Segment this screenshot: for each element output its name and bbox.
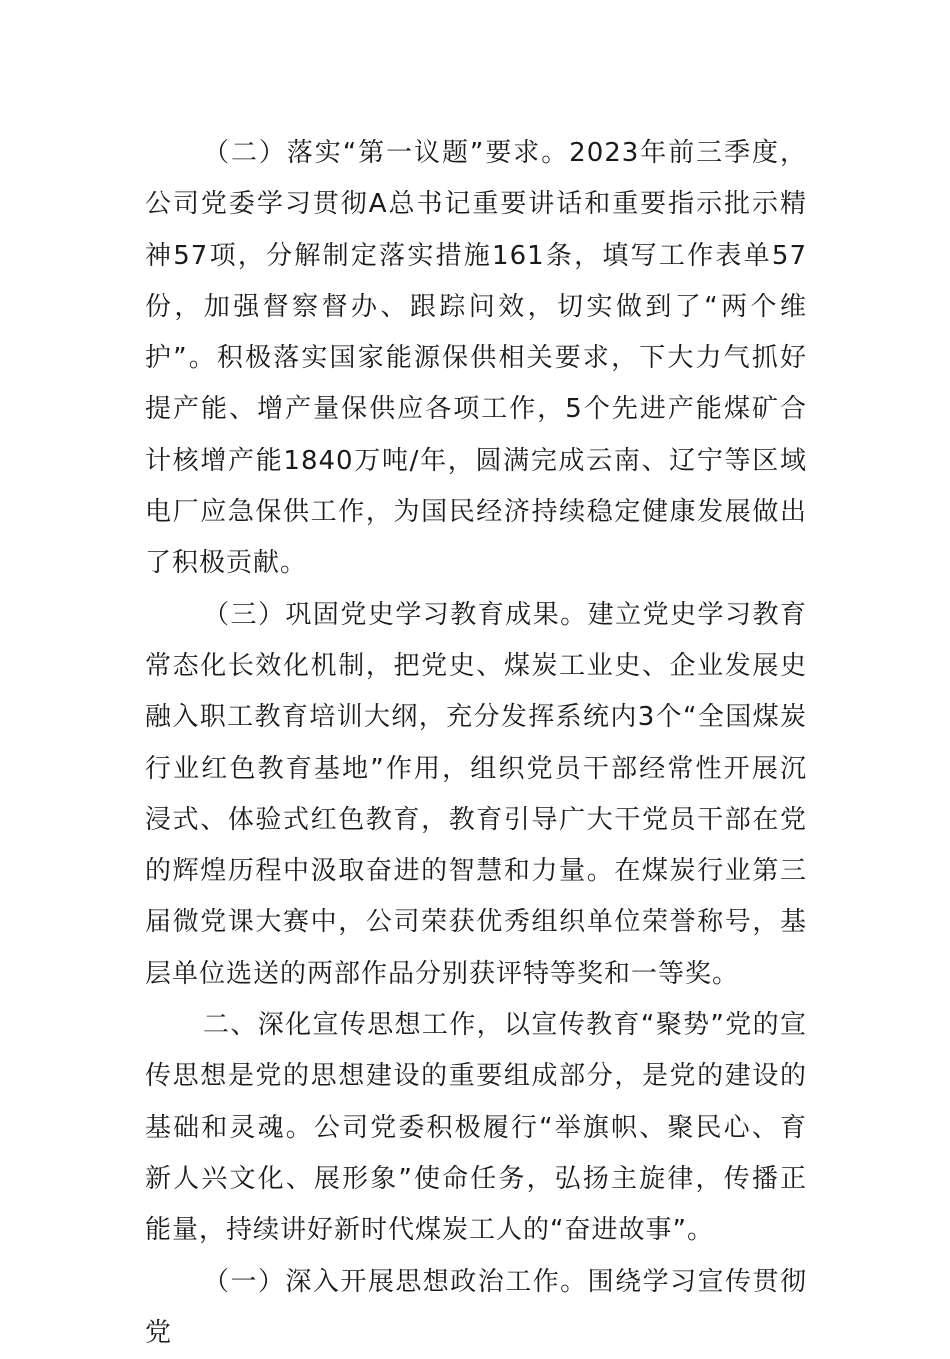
paragraph-publicity-ideology: 二、深化宣传思想工作，以宣传教育“聚势”党的宣传思想是党的思想建设的重要组成部分，是党的建设的基础和灵魂。公司党委积极履行“举旗帜、聚民心、育新人兴文化、展形象”使命任务，弘扬主旋律，传播正能量，持续讲好新时代煤炭工人的“奋进故事”。 [145, 1010, 807, 1246]
paragraph-ideological-political-work: （一）深入开展思想政治工作。围绕学习宣传贯彻党 [145, 1266, 807, 1348]
document-body [145, 128, 807, 1359]
paragraph-party-history-education: （三）巩固党史学习教育成果。建立党史学习教育常态化长效化机制，把党史、煤炭工业史、企业发展史融入职工教育培训大纲，充分发挥系统内3个“全国煤炭行业红色教育基地”作用，组织党员干部经常性开展沉浸式、体验式红色教育，教育引导广大干党员干部在党的辉煌历程中汲取奋进的智慧和力量。在煤炭行业第三届微党课大赛中，公司荣获优秀组织单位荣誉称号，基层单位选送的两部作品分别获评特等奖和一等奖。 [145, 599, 807, 989]
paragraph-implement-first-topic: （二）落实“第一议题”要求。2023年前三季度，公司党委学习贯彻A总书记重要讲话和重要指示批示精神57项，分解制定落实措施161条，填写工作表单57份，加强督察督办、跟踪问效，切实做到了“两个维护”。积极落实国家能源保供相关要求，下大力气抓好提产能、增产量保供应各项工作，5个先进产能煤矿合计核增产能1840万吨/年，圆满完成云南、辽宁等区域电厂应急保供工作，为国民经济持续稳定健康发展做出了积极贡献。 [145, 138, 807, 579]
